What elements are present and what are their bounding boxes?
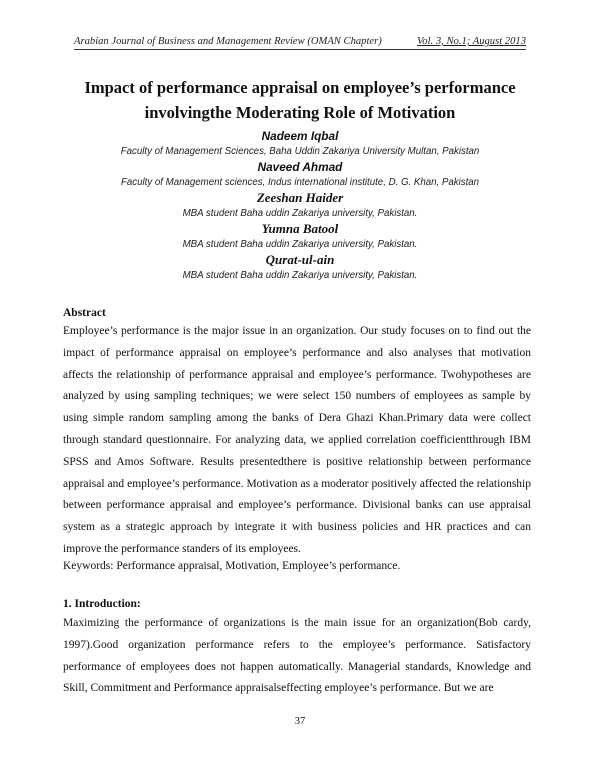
author-name: Nadeem Iqbal [261, 129, 339, 143]
introduction-text: Maximizing the performance of organizations is the main issue for an organization(Bob cardy, 1997).Good organization performance refers to the employee’s performance. Satisfactory performance of employees does not happen automatically. Managerial standards, Knowledge and Skill, Commitment and Performance appraisalseffecting employee’s performance. But we are [63, 617, 531, 695]
paper-title [60, 75, 540, 125]
author-name: Yumna Batool [261, 221, 339, 236]
abstract-heading: Abstract [63, 307, 106, 319]
author-block [40, 252, 560, 283]
author-affiliation: MBA student Baha uddin Zakariya university, Pakistan. [182, 239, 418, 250]
author-name: Zeeshan Haider [256, 190, 344, 205]
author-block [40, 159, 560, 190]
author-affiliation: Faculty of Management Sciences, Baha Uddin Zakariya University Multan, Pakistan [120, 146, 480, 157]
keywords: Keywords: Performance appraisal, Motivation, Employee’s performance. [63, 560, 401, 572]
abstract-text: Employee’s performance is the major issue in an organization. Our study focuses on to find out the impact of performance appraisal on employee’s performance and also analyses that motivation affects the relationship of performance appraisal and employee’s performance. Twohypotheses are analyzed by using sampling techniques; we were select 150 numbers of employees as sample by using simple random sampling among the banks of Dera Ghazi Khan.Primary data were collect through standard questionnaire. For analyzing data, we applied correlation coefficientthrough IBM SPSS and Amos Software. Results presentedthere is positive relationship between performance appraisal and employee’s performance. Motivation as a moderator positively affected the relationship between performance appraisal and employee’s performance. Divisional banks can use appraisal system as a strategic approach by integrate it with business policies and HR practices and can improve the performance standers of its employees. [63, 325, 531, 555]
page-number: 37 [294, 716, 306, 727]
running-header [74, 36, 526, 50]
journal-volume: Vol. 3, No.1; August 2013 [417, 36, 526, 47]
author-affiliation: MBA student Baha uddin Zakariya university, Pakistan. [182, 208, 418, 219]
introduction-heading: 1. Introduction: [63, 598, 141, 610]
author-affiliation: MBA student Baha uddin Zakariya university, Pakistan. [182, 270, 418, 281]
author-block [40, 190, 560, 221]
author-name: Qurat-ul-ain [265, 252, 335, 267]
author-affiliation: Faculty of Management sciences, Indus international institute, D. G. Khan, Pakistan [120, 177, 480, 188]
title-line-2: involvingthe Moderating Role of Motivation [144, 103, 456, 122]
title-line-1: Impact of performance appraisal on employee’s performance [84, 78, 516, 97]
journal-name: Arabian Journal of Business and Management Review (OMAN Chapter) [74, 36, 382, 47]
author-block [40, 128, 560, 159]
author-block [40, 221, 560, 252]
author-list [40, 128, 560, 283]
author-name: Naveed Ahmad [257, 160, 343, 174]
